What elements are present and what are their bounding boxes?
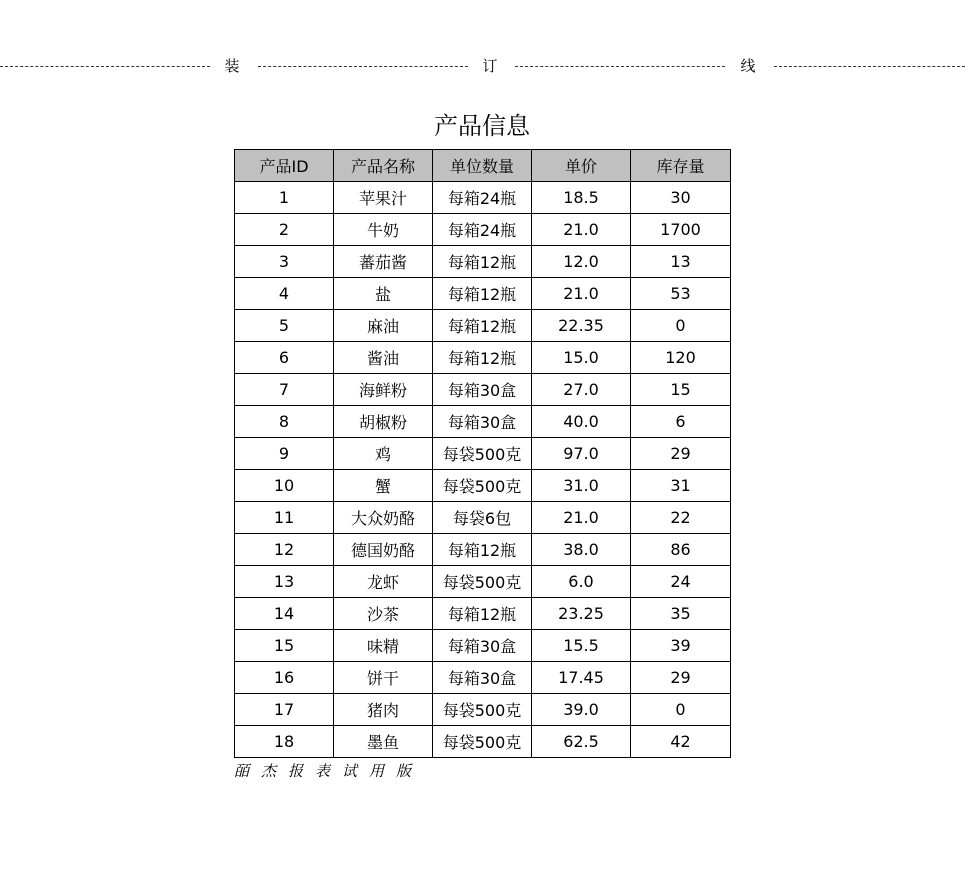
- table-row: [235, 630, 731, 662]
- report-title: 产品信息: [434, 112, 530, 140]
- table-row: [235, 310, 731, 342]
- table-cell: 9: [235, 438, 334, 470]
- table-cell: 15: [631, 374, 731, 406]
- table-cell: 17.45: [532, 662, 631, 694]
- table-cell: 每袋6包: [433, 502, 532, 534]
- table-cell: 每箱12瓶: [433, 534, 532, 566]
- table-cell: 3: [235, 246, 334, 278]
- binding-char-xian: 线: [740, 57, 756, 75]
- table-cell: 120: [631, 342, 731, 374]
- table-row: [235, 438, 731, 470]
- table-cell: 7: [235, 374, 334, 406]
- column-header: 单价: [532, 150, 631, 182]
- table-cell: 每袋500克: [433, 566, 532, 598]
- table-cell: 每箱12瓶: [433, 310, 532, 342]
- column-header: 单位数量: [433, 150, 532, 182]
- table-cell: 每箱12瓶: [433, 342, 532, 374]
- table-cell: 每箱12瓶: [433, 278, 532, 310]
- table-cell: 15.5: [532, 630, 631, 662]
- table-cell: 每箱30盒: [433, 374, 532, 406]
- table-row: [235, 278, 731, 310]
- table-cell: 38.0: [532, 534, 631, 566]
- table-cell: 18: [235, 726, 334, 758]
- table-cell: 27.0: [532, 374, 631, 406]
- table-cell: 16: [235, 662, 334, 694]
- table-body: [235, 182, 731, 758]
- table-row: [235, 470, 731, 502]
- table-cell: 每袋500克: [433, 726, 532, 758]
- table-row: [235, 374, 731, 406]
- table-cell: 22.35: [532, 310, 631, 342]
- table-cell: 13: [235, 566, 334, 598]
- table-cell: 每袋500克: [433, 470, 532, 502]
- table-cell: 德国奶酪: [334, 534, 433, 566]
- table-cell: 每袋500克: [433, 694, 532, 726]
- table-cell: 苹果汁: [334, 182, 433, 214]
- table-cell: 62.5: [532, 726, 631, 758]
- table-cell: 味精: [334, 630, 433, 662]
- table-cell: 24: [631, 566, 731, 598]
- binding-dash-segment: [258, 66, 468, 67]
- table-cell: 14: [235, 598, 334, 630]
- table-cell: 21.0: [532, 214, 631, 246]
- table-cell: 猪肉: [334, 694, 433, 726]
- table-cell: 墨鱼: [334, 726, 433, 758]
- table-cell: 23.25: [532, 598, 631, 630]
- table-cell: 每箱24瓶: [433, 182, 532, 214]
- table-cell: 18.5: [532, 182, 631, 214]
- table-cell: 每箱24瓶: [433, 214, 532, 246]
- table-cell: 鸡: [334, 438, 433, 470]
- binding-char-ding: 订: [482, 57, 498, 75]
- column-header: 产品名称: [334, 150, 433, 182]
- table-cell: 30: [631, 182, 731, 214]
- table-cell: 酱油: [334, 342, 433, 374]
- table-cell: 35: [631, 598, 731, 630]
- table-cell: 每箱30盒: [433, 662, 532, 694]
- table-cell: 蟹: [334, 470, 433, 502]
- table-cell: 2: [235, 214, 334, 246]
- table-row: [235, 182, 731, 214]
- table-cell: 4: [235, 278, 334, 310]
- binding-line: [0, 56, 965, 76]
- table-cell: 31.0: [532, 470, 631, 502]
- column-header: 产品ID: [235, 150, 334, 182]
- table-row: [235, 342, 731, 374]
- table-row: [235, 534, 731, 566]
- table-row: [235, 406, 731, 438]
- table-cell: 麻油: [334, 310, 433, 342]
- table-row: [235, 598, 731, 630]
- table-cell: 21.0: [532, 502, 631, 534]
- table-cell: 39.0: [532, 694, 631, 726]
- table-cell: 饼干: [334, 662, 433, 694]
- table-cell: 5: [235, 310, 334, 342]
- binding-dash-segment: [0, 66, 210, 67]
- table-cell: 29: [631, 662, 731, 694]
- table-header-row: [235, 150, 731, 182]
- table-cell: 15: [235, 630, 334, 662]
- table-cell: 12: [235, 534, 334, 566]
- table-cell: 22: [631, 502, 731, 534]
- table-cell: 39: [631, 630, 731, 662]
- table-row: [235, 662, 731, 694]
- table-cell: 12.0: [532, 246, 631, 278]
- table-cell: 1: [235, 182, 334, 214]
- table-cell: 15.0: [532, 342, 631, 374]
- table-cell: 13: [631, 246, 731, 278]
- table-cell: 42: [631, 726, 731, 758]
- table-row: [235, 502, 731, 534]
- binding-dash-segment: [774, 66, 965, 67]
- table-cell: 每箱12瓶: [433, 246, 532, 278]
- table-cell: 10: [235, 470, 334, 502]
- product-table: [234, 149, 731, 758]
- table-cell: 31: [631, 470, 731, 502]
- table-cell: 蕃茄酱: [334, 246, 433, 278]
- table-row: [235, 694, 731, 726]
- table-cell: 每袋500克: [433, 438, 532, 470]
- table-cell: 29: [631, 438, 731, 470]
- table-cell: 盐: [334, 278, 433, 310]
- table-cell: 胡椒粉: [334, 406, 433, 438]
- table-cell: 97.0: [532, 438, 631, 470]
- table-cell: 21.0: [532, 278, 631, 310]
- table-row: [235, 726, 731, 758]
- table-cell: 每箱30盒: [433, 630, 532, 662]
- table-cell: 0: [631, 694, 731, 726]
- binding-char-zhuang: 装: [224, 57, 240, 75]
- table-cell: 17: [235, 694, 334, 726]
- table-row: [235, 566, 731, 598]
- table-cell: 11: [235, 502, 334, 534]
- table-cell: 8: [235, 406, 334, 438]
- table-cell: 0: [631, 310, 731, 342]
- table-row: [235, 214, 731, 246]
- table-cell: 6: [631, 406, 731, 438]
- table-cell: 6: [235, 342, 334, 374]
- table-cell: 每箱30盒: [433, 406, 532, 438]
- binding-dash-segment: [515, 66, 725, 67]
- table-cell: 龙虾: [334, 566, 433, 598]
- column-header: 库存量: [631, 150, 731, 182]
- table-cell: 1700: [631, 214, 731, 246]
- trial-version-note: 皕杰报表试用版: [234, 762, 424, 780]
- table-cell: 6.0: [532, 566, 631, 598]
- table-cell: 40.0: [532, 406, 631, 438]
- table-cell: 牛奶: [334, 214, 433, 246]
- table-cell: 大众奶酪: [334, 502, 433, 534]
- table-cell: 每箱12瓶: [433, 598, 532, 630]
- table-row: [235, 246, 731, 278]
- table-cell: 海鲜粉: [334, 374, 433, 406]
- table-cell: 53: [631, 278, 731, 310]
- table-cell: 86: [631, 534, 731, 566]
- table-cell: 沙茶: [334, 598, 433, 630]
